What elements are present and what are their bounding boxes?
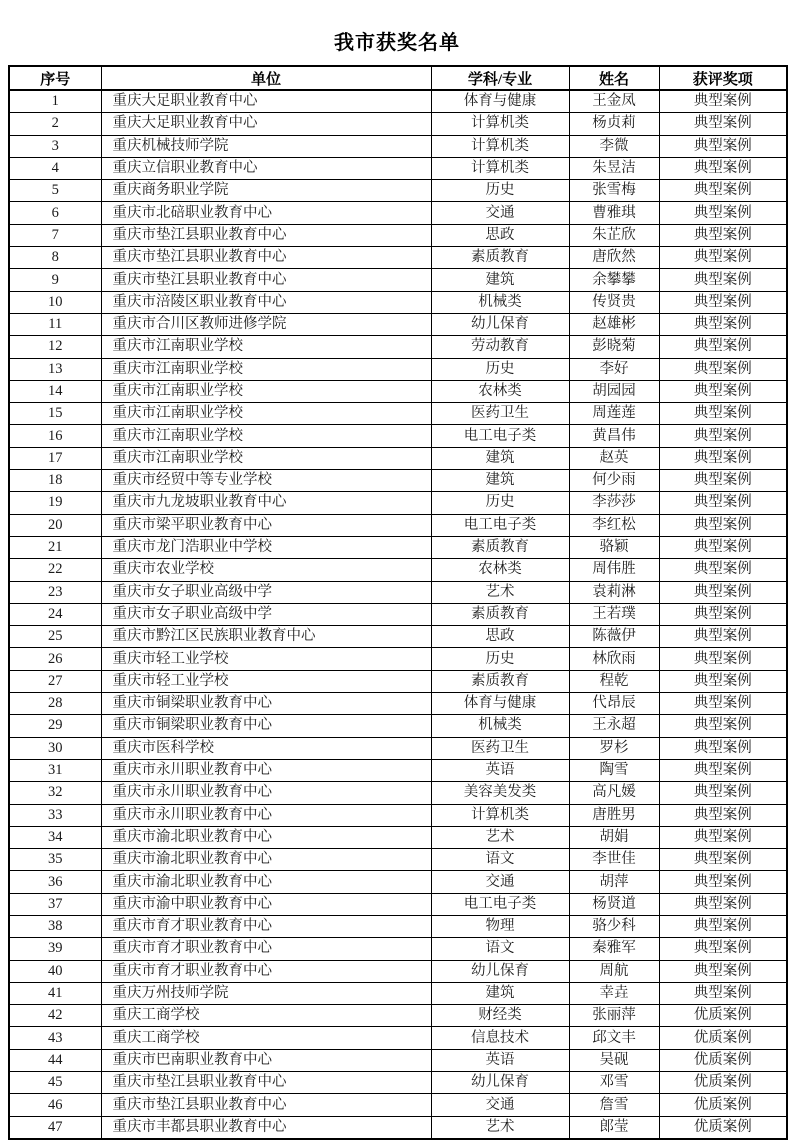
table-row — [9, 492, 787, 514]
cell-name: 罗杉 — [569, 737, 659, 759]
cell-index: 22 — [9, 559, 101, 581]
cell-unit: 重庆市农业学校 — [101, 559, 431, 581]
cell-award: 典型案例 — [659, 447, 787, 469]
cell-name: 黄昌伟 — [569, 425, 659, 447]
table-row — [9, 982, 787, 1004]
cell-unit: 重庆市女子职业高级中学 — [101, 603, 431, 625]
table-row — [9, 536, 787, 558]
table-row — [9, 1072, 787, 1094]
cell-unit: 重庆市江南职业学校 — [101, 358, 431, 380]
table-row — [9, 581, 787, 603]
cell-name: 张丽萍 — [569, 1005, 659, 1027]
cell-name: 李红松 — [569, 514, 659, 536]
cell-subject: 计算机类 — [431, 157, 569, 179]
cell-unit: 重庆市经贸中等专业学校 — [101, 470, 431, 492]
cell-award: 优质案例 — [659, 1027, 787, 1049]
table-row — [9, 224, 787, 246]
cell-name: 邱文丰 — [569, 1027, 659, 1049]
cell-index: 8 — [9, 247, 101, 269]
cell-unit: 重庆市渝北职业教育中心 — [101, 871, 431, 893]
cell-award: 典型案例 — [659, 135, 787, 157]
cell-subject: 劳动教育 — [431, 336, 569, 358]
cell-unit: 重庆机械技师学院 — [101, 135, 431, 157]
table-body — [9, 90, 787, 1139]
cell-index: 26 — [9, 648, 101, 670]
cell-index: 18 — [9, 470, 101, 492]
cell-subject: 建筑 — [431, 269, 569, 291]
cell-subject: 计算机类 — [431, 135, 569, 157]
cell-subject: 电工电子类 — [431, 514, 569, 536]
cell-index: 7 — [9, 224, 101, 246]
cell-index: 20 — [9, 514, 101, 536]
cell-subject: 美容美发类 — [431, 782, 569, 804]
table-row — [9, 157, 787, 179]
cell-award: 典型案例 — [659, 849, 787, 871]
cell-index: 19 — [9, 492, 101, 514]
cell-unit: 重庆万州技师学院 — [101, 982, 431, 1004]
cell-subject: 历史 — [431, 492, 569, 514]
cell-name: 朱芷欣 — [569, 224, 659, 246]
cell-name: 杨贤道 — [569, 893, 659, 915]
cell-unit: 重庆市垫江县职业教育中心 — [101, 224, 431, 246]
cell-award: 典型案例 — [659, 157, 787, 179]
cell-name: 胡娟 — [569, 826, 659, 848]
cell-index: 4 — [9, 157, 101, 179]
cell-subject: 语文 — [431, 849, 569, 871]
cell-unit: 重庆市黔江区民族职业教育中心 — [101, 626, 431, 648]
cell-subject: 财经类 — [431, 1005, 569, 1027]
cell-award: 典型案例 — [659, 871, 787, 893]
cell-unit: 重庆市渝北职业教育中心 — [101, 826, 431, 848]
table-row — [9, 938, 787, 960]
cell-index: 42 — [9, 1005, 101, 1027]
cell-award: 典型案例 — [659, 425, 787, 447]
table-row — [9, 90, 787, 113]
table-row — [9, 514, 787, 536]
cell-unit: 重庆市铜梁职业教育中心 — [101, 715, 431, 737]
cell-subject: 艺术 — [431, 581, 569, 603]
cell-subject: 物理 — [431, 915, 569, 937]
cell-index: 38 — [9, 915, 101, 937]
cell-award: 典型案例 — [659, 313, 787, 335]
cell-index: 47 — [9, 1116, 101, 1139]
cell-award: 典型案例 — [659, 247, 787, 269]
cell-unit: 重庆市丰都县职业教育中心 — [101, 1116, 431, 1139]
table-row — [9, 403, 787, 425]
cell-index: 43 — [9, 1027, 101, 1049]
cell-unit: 重庆市渝北职业教育中心 — [101, 849, 431, 871]
cell-index: 9 — [9, 269, 101, 291]
cell-subject: 历史 — [431, 180, 569, 202]
cell-name: 赵雄彬 — [569, 313, 659, 335]
cell-name: 朱昱洁 — [569, 157, 659, 179]
cell-index: 40 — [9, 960, 101, 982]
cell-subject: 素质教育 — [431, 603, 569, 625]
cell-award: 典型案例 — [659, 269, 787, 291]
cell-name: 唐胜男 — [569, 804, 659, 826]
cell-name: 周伟胜 — [569, 559, 659, 581]
cell-index: 2 — [9, 113, 101, 135]
cell-subject: 英语 — [431, 759, 569, 781]
table-row — [9, 626, 787, 648]
page-title: 我市获奖名单 — [334, 32, 460, 54]
cell-unit: 重庆市北碚职业教育中心 — [101, 202, 431, 224]
table-row — [9, 269, 787, 291]
cell-award: 典型案例 — [659, 982, 787, 1004]
cell-index: 37 — [9, 893, 101, 915]
cell-subject: 素质教育 — [431, 670, 569, 692]
cell-unit: 重庆市垫江县职业教育中心 — [101, 269, 431, 291]
cell-unit: 重庆市轻工业学校 — [101, 670, 431, 692]
cell-index: 39 — [9, 938, 101, 960]
cell-subject: 素质教育 — [431, 247, 569, 269]
cell-name: 周航 — [569, 960, 659, 982]
cell-index: 15 — [9, 403, 101, 425]
cell-unit: 重庆市垫江县职业教育中心 — [101, 1094, 431, 1116]
cell-index: 25 — [9, 626, 101, 648]
cell-unit: 重庆市永川职业教育中心 — [101, 759, 431, 781]
header-unit: 单位 — [101, 66, 431, 90]
table-row — [9, 648, 787, 670]
cell-name: 曹雅琪 — [569, 202, 659, 224]
cell-index: 21 — [9, 536, 101, 558]
cell-name: 胡园园 — [569, 380, 659, 402]
cell-name: 程乾 — [569, 670, 659, 692]
cell-subject: 交通 — [431, 202, 569, 224]
cell-award: 优质案例 — [659, 1116, 787, 1139]
cell-index: 33 — [9, 804, 101, 826]
cell-index: 32 — [9, 782, 101, 804]
cell-index: 23 — [9, 581, 101, 603]
cell-index: 30 — [9, 737, 101, 759]
cell-index: 29 — [9, 715, 101, 737]
table-row — [9, 113, 787, 135]
cell-award: 典型案例 — [659, 358, 787, 380]
cell-award: 典型案例 — [659, 559, 787, 581]
cell-subject: 医药卫生 — [431, 737, 569, 759]
cell-award: 典型案例 — [659, 113, 787, 135]
table-row — [9, 782, 787, 804]
cell-subject: 建筑 — [431, 470, 569, 492]
cell-name: 余攀攀 — [569, 269, 659, 291]
cell-award: 典型案例 — [659, 581, 787, 603]
cell-award: 典型案例 — [659, 202, 787, 224]
cell-name: 李世佳 — [569, 849, 659, 871]
cell-name: 吴砚 — [569, 1049, 659, 1071]
cell-subject: 思政 — [431, 224, 569, 246]
cell-index: 34 — [9, 826, 101, 848]
cell-name: 詹雪 — [569, 1094, 659, 1116]
table-row — [9, 670, 787, 692]
cell-unit: 重庆市江南职业学校 — [101, 336, 431, 358]
table-row — [9, 693, 787, 715]
cell-unit: 重庆商务职业学院 — [101, 180, 431, 202]
cell-subject: 历史 — [431, 358, 569, 380]
cell-name: 袁莉淋 — [569, 581, 659, 603]
cell-name: 赵英 — [569, 447, 659, 469]
cell-subject: 体育与健康 — [431, 693, 569, 715]
cell-unit: 重庆市龙门浩职业中学校 — [101, 536, 431, 558]
cell-index: 36 — [9, 871, 101, 893]
cell-subject: 电工电子类 — [431, 893, 569, 915]
cell-award: 典型案例 — [659, 380, 787, 402]
cell-award: 典型案例 — [659, 715, 787, 737]
cell-subject: 医药卫生 — [431, 403, 569, 425]
table-row — [9, 893, 787, 915]
cell-subject: 艺术 — [431, 826, 569, 848]
table-row — [9, 826, 787, 848]
cell-index: 10 — [9, 291, 101, 313]
table-row — [9, 291, 787, 313]
cell-name: 郎莹 — [569, 1116, 659, 1139]
cell-unit: 重庆市医科学校 — [101, 737, 431, 759]
cell-index: 3 — [9, 135, 101, 157]
header-award: 获评奖项 — [659, 66, 787, 90]
cell-subject: 交通 — [431, 871, 569, 893]
cell-index: 13 — [9, 358, 101, 380]
cell-subject: 语文 — [431, 938, 569, 960]
cell-name: 王金凤 — [569, 90, 659, 113]
table-row — [9, 759, 787, 781]
cell-award: 典型案例 — [659, 403, 787, 425]
table-row — [9, 380, 787, 402]
table-row — [9, 313, 787, 335]
cell-name: 杨贞莉 — [569, 113, 659, 135]
cell-unit: 重庆市江南职业学校 — [101, 425, 431, 447]
table-row — [9, 804, 787, 826]
table-row — [9, 715, 787, 737]
cell-name: 骆少科 — [569, 915, 659, 937]
cell-award: 优质案例 — [659, 1049, 787, 1071]
cell-subject: 素质教育 — [431, 536, 569, 558]
cell-index: 28 — [9, 693, 101, 715]
cell-award: 典型案例 — [659, 804, 787, 826]
cell-subject: 计算机类 — [431, 113, 569, 135]
cell-subject: 历史 — [431, 648, 569, 670]
table-row — [9, 960, 787, 982]
table-row — [9, 871, 787, 893]
cell-award: 典型案例 — [659, 492, 787, 514]
cell-unit: 重庆市江南职业学校 — [101, 380, 431, 402]
cell-unit: 重庆市江南职业学校 — [101, 447, 431, 469]
table-row — [9, 202, 787, 224]
cell-unit: 重庆市永川职业教育中心 — [101, 804, 431, 826]
document-page — [0, 31, 794, 1139]
cell-name: 李好 — [569, 358, 659, 380]
cell-unit: 重庆市育才职业教育中心 — [101, 960, 431, 982]
cell-index: 17 — [9, 447, 101, 469]
cell-unit: 重庆市轻工业学校 — [101, 648, 431, 670]
cell-index: 5 — [9, 180, 101, 202]
cell-subject: 体育与健康 — [431, 90, 569, 113]
table-row — [9, 247, 787, 269]
cell-name: 高凡媛 — [569, 782, 659, 804]
cell-unit: 重庆立信职业教育中心 — [101, 157, 431, 179]
cell-index: 41 — [9, 982, 101, 1004]
cell-subject: 农林类 — [431, 380, 569, 402]
cell-award: 典型案例 — [659, 626, 787, 648]
cell-subject: 思政 — [431, 626, 569, 648]
cell-subject: 机械类 — [431, 291, 569, 313]
cell-award: 典型案例 — [659, 693, 787, 715]
cell-unit: 重庆市垫江县职业教育中心 — [101, 247, 431, 269]
cell-index: 14 — [9, 380, 101, 402]
table-row — [9, 559, 787, 581]
table-row — [9, 915, 787, 937]
cell-name: 陈薇伊 — [569, 626, 659, 648]
header-name: 姓名 — [569, 66, 659, 90]
table-row — [9, 1116, 787, 1139]
cell-award: 典型案例 — [659, 470, 787, 492]
table-row — [9, 447, 787, 469]
table-row — [9, 603, 787, 625]
table-row — [9, 1094, 787, 1116]
cell-name: 秦雅军 — [569, 938, 659, 960]
cell-award: 典型案例 — [659, 224, 787, 246]
cell-index: 27 — [9, 670, 101, 692]
cell-award: 典型案例 — [659, 180, 787, 202]
cell-award: 优质案例 — [659, 1094, 787, 1116]
cell-index: 16 — [9, 425, 101, 447]
cell-unit: 重庆市育才职业教育中心 — [101, 938, 431, 960]
cell-award: 优质案例 — [659, 1072, 787, 1094]
cell-index: 45 — [9, 1072, 101, 1094]
cell-unit: 重庆市九龙坡职业教育中心 — [101, 492, 431, 514]
cell-index: 11 — [9, 313, 101, 335]
cell-subject: 信息技术 — [431, 1027, 569, 1049]
awards-table — [8, 65, 788, 1140]
cell-index: 12 — [9, 336, 101, 358]
cell-unit: 重庆市永川职业教育中心 — [101, 782, 431, 804]
table-row — [9, 180, 787, 202]
table-row — [9, 1049, 787, 1071]
cell-award: 典型案例 — [659, 648, 787, 670]
cell-award: 典型案例 — [659, 536, 787, 558]
cell-unit: 重庆工商学校 — [101, 1027, 431, 1049]
table-row — [9, 1027, 787, 1049]
cell-award: 典型案例 — [659, 291, 787, 313]
cell-unit: 重庆市女子职业高级中学 — [101, 581, 431, 603]
table-row — [9, 135, 787, 157]
cell-award: 典型案例 — [659, 893, 787, 915]
cell-subject: 计算机类 — [431, 804, 569, 826]
cell-subject: 农林类 — [431, 559, 569, 581]
cell-name: 邓雪 — [569, 1072, 659, 1094]
cell-award: 优质案例 — [659, 1005, 787, 1027]
cell-name: 彭晓菊 — [569, 336, 659, 358]
cell-name: 幸垚 — [569, 982, 659, 1004]
cell-award: 典型案例 — [659, 603, 787, 625]
cell-name: 骆颖 — [569, 536, 659, 558]
cell-award: 典型案例 — [659, 737, 787, 759]
table-header-row — [9, 66, 787, 90]
table-row — [9, 1005, 787, 1027]
cell-award: 典型案例 — [659, 938, 787, 960]
cell-name: 何少雨 — [569, 470, 659, 492]
header-subject: 学科/专业 — [431, 66, 569, 90]
cell-unit: 重庆市江南职业学校 — [101, 403, 431, 425]
cell-subject: 建筑 — [431, 447, 569, 469]
cell-award: 典型案例 — [659, 960, 787, 982]
cell-award: 典型案例 — [659, 336, 787, 358]
cell-unit: 重庆市铜梁职业教育中心 — [101, 693, 431, 715]
cell-name: 张雪梅 — [569, 180, 659, 202]
cell-name: 王永超 — [569, 715, 659, 737]
cell-name: 林欣雨 — [569, 648, 659, 670]
cell-subject: 电工电子类 — [431, 425, 569, 447]
cell-name: 李微 — [569, 135, 659, 157]
cell-unit: 重庆市渝中职业教育中心 — [101, 893, 431, 915]
table-row — [9, 849, 787, 871]
cell-index: 24 — [9, 603, 101, 625]
cell-award: 典型案例 — [659, 759, 787, 781]
cell-index: 1 — [9, 90, 101, 113]
cell-subject: 艺术 — [431, 1116, 569, 1139]
cell-unit: 重庆市梁平职业教育中心 — [101, 514, 431, 536]
cell-name: 周莲莲 — [569, 403, 659, 425]
header-index: 序号 — [9, 66, 101, 90]
cell-subject: 幼儿保育 — [431, 1072, 569, 1094]
cell-unit: 重庆市合川区教师进修学院 — [101, 313, 431, 335]
cell-subject: 交通 — [431, 1094, 569, 1116]
cell-name: 唐欣然 — [569, 247, 659, 269]
cell-unit: 重庆大足职业教育中心 — [101, 90, 431, 113]
cell-award: 典型案例 — [659, 915, 787, 937]
cell-unit: 重庆工商学校 — [101, 1005, 431, 1027]
cell-name: 陶雪 — [569, 759, 659, 781]
cell-name: 代昂辰 — [569, 693, 659, 715]
cell-name: 胡萍 — [569, 871, 659, 893]
cell-unit: 重庆市育才职业教育中心 — [101, 915, 431, 937]
cell-index: 35 — [9, 849, 101, 871]
cell-unit: 重庆市垫江县职业教育中心 — [101, 1072, 431, 1094]
cell-award: 典型案例 — [659, 670, 787, 692]
cell-subject: 幼儿保育 — [431, 960, 569, 982]
cell-subject: 英语 — [431, 1049, 569, 1071]
cell-unit: 重庆市巴南职业教育中心 — [101, 1049, 431, 1071]
table-row — [9, 737, 787, 759]
cell-unit: 重庆市涪陵区职业教育中心 — [101, 291, 431, 313]
cell-award: 典型案例 — [659, 514, 787, 536]
table-row — [9, 425, 787, 447]
cell-unit: 重庆大足职业教育中心 — [101, 113, 431, 135]
cell-name: 王若璞 — [569, 603, 659, 625]
table-row — [9, 358, 787, 380]
cell-index: 44 — [9, 1049, 101, 1071]
cell-subject: 幼儿保育 — [431, 313, 569, 335]
cell-subject: 建筑 — [431, 982, 569, 1004]
cell-award: 典型案例 — [659, 90, 787, 113]
table-row — [9, 470, 787, 492]
cell-name: 传贤贵 — [569, 291, 659, 313]
cell-index: 46 — [9, 1094, 101, 1116]
table-row — [9, 336, 787, 358]
cell-award: 典型案例 — [659, 826, 787, 848]
cell-index: 6 — [9, 202, 101, 224]
cell-subject: 机械类 — [431, 715, 569, 737]
cell-index: 31 — [9, 759, 101, 781]
cell-name: 李莎莎 — [569, 492, 659, 514]
cell-award: 典型案例 — [659, 782, 787, 804]
